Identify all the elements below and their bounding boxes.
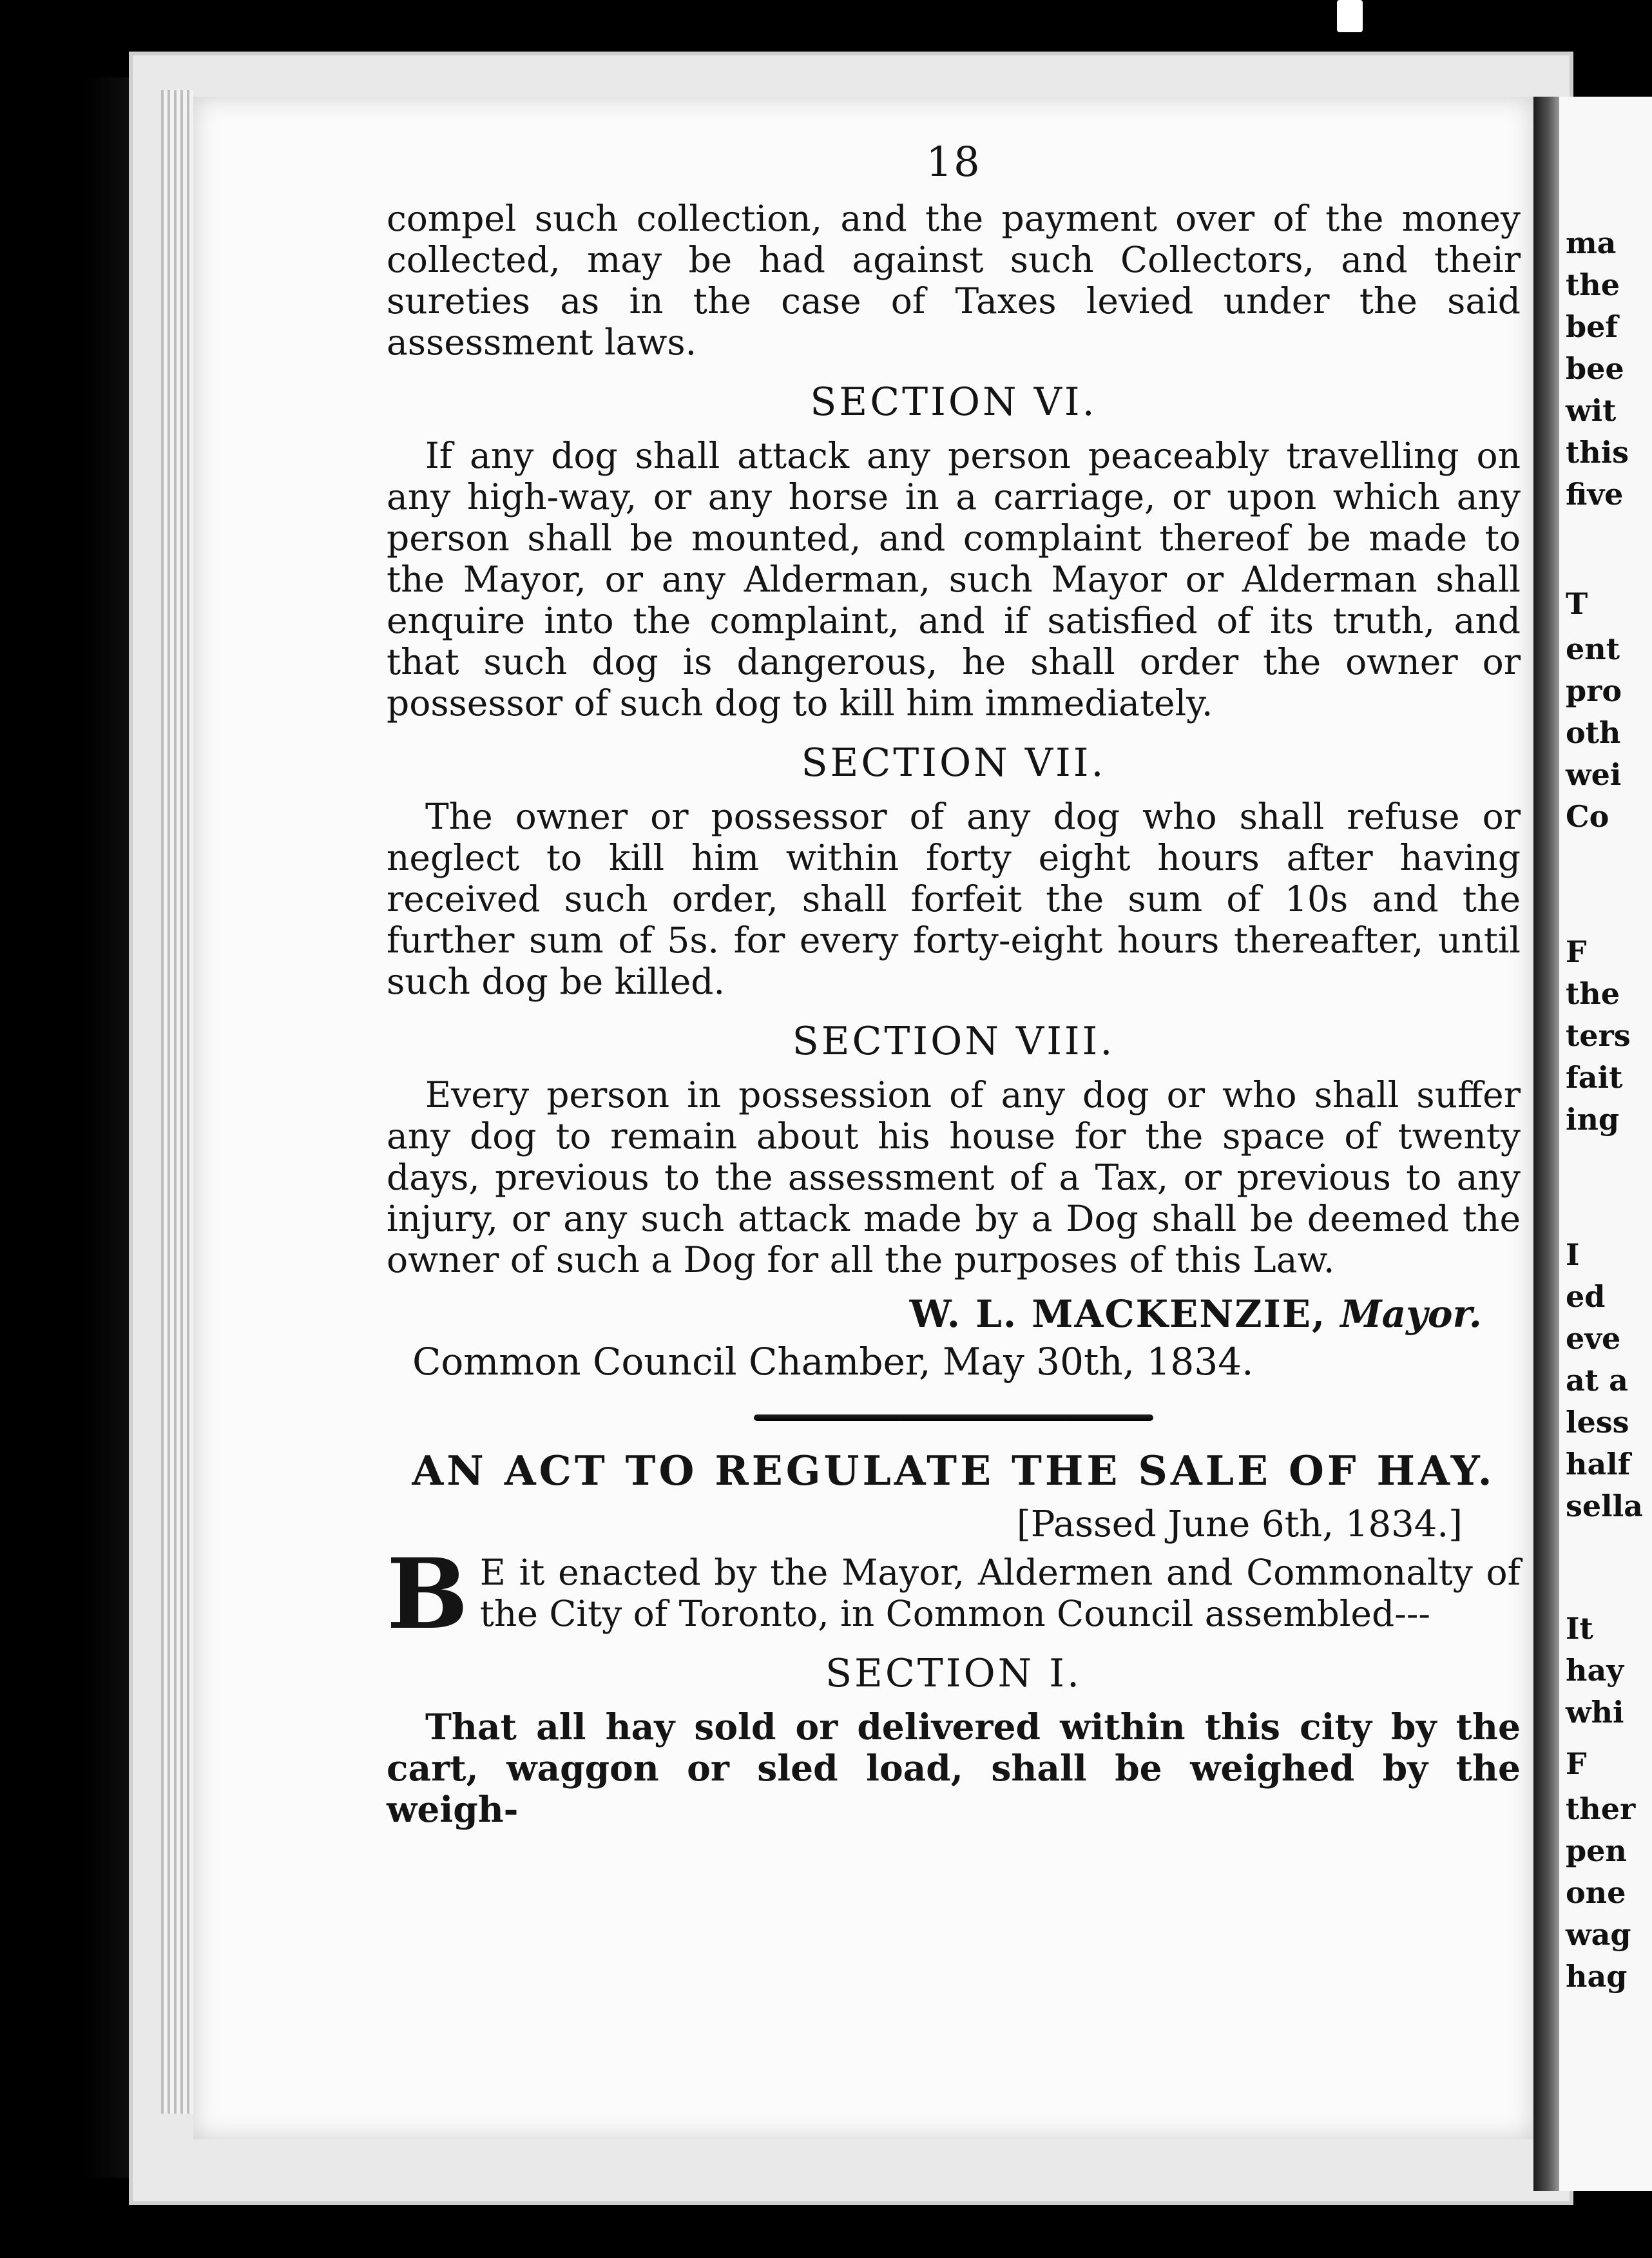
section-viii-text: Every person in possession of any dog or who shall suffer any dog to remain about his house for the space of twenty days, previous to the assessment of a Tax, or previous to any injury, or any such attack made by a Dog shall be deemed the owner of such a Dog for all the purposes of this Law. xyxy=(387,1074,1521,1280)
facing-page-fragment: I xyxy=(1566,1237,1580,1272)
signature-title: Mayor. xyxy=(1340,1292,1482,1336)
facing-page-fragment: bef xyxy=(1566,309,1618,344)
facing-page-fragment: five xyxy=(1566,477,1624,512)
facing-page-fragment: pen xyxy=(1566,1833,1627,1868)
facing-page-fragment: one xyxy=(1566,1875,1626,1910)
facing-page-fragment: bee xyxy=(1566,351,1624,386)
facing-page-fragment: fait xyxy=(1566,1060,1623,1095)
facing-page-fragment: this xyxy=(1566,435,1629,470)
facing-page-fragment: sella xyxy=(1566,1489,1643,1523)
facing-page-fragment: hag xyxy=(1566,1959,1628,1994)
enacting-clause xyxy=(387,1538,1521,1651)
facing-page-fragment: ed xyxy=(1566,1279,1606,1314)
act-section-i-text: That all hay sold or delivered within this city by the cart, waggon or sled load, shall be weighed by the weigh- xyxy=(387,1706,1521,1830)
facing-page-fragment: eve xyxy=(1566,1321,1621,1356)
signature-name: W. L. MACKENZIE, xyxy=(909,1292,1327,1336)
continued-paragraph: compel such collection, and the payment over of the money collected, may be had against such Collectors, and their sureties as in the case of Taxes levied under the said assessment laws. xyxy=(387,198,1521,363)
facing-page-fragment: F xyxy=(1566,934,1587,969)
scan-corner-mark xyxy=(1337,0,1363,32)
facing-page-fragment: ma xyxy=(1566,226,1617,260)
page-content xyxy=(387,139,1521,1830)
facing-page-fragment: oth xyxy=(1566,715,1621,750)
facing-page-fragment: hay xyxy=(1566,1653,1624,1688)
drop-cap: B xyxy=(387,1538,468,1651)
facing-page-fragment: wag xyxy=(1566,1917,1631,1952)
chamber-date-line: Common Council Chamber, May 30th, 1834. xyxy=(412,1340,1254,1384)
section-vi-text: If any dog shall attack any person peaceably travelling on any high-way, or any horse in a carriage, or upon which any person shall be mounted, and complaint thereof be made to the Mayor, or any Alderman, such Mayor or Alderman shall enquire into the complaint, and if satisfied of its truth, and that such dog is dangerous, he shall order the owner or possessor of such dog to kill him immediately. xyxy=(387,435,1521,724)
facing-page-fragment: Co xyxy=(1566,799,1609,834)
facing-page-fragment: ther xyxy=(1566,1791,1636,1826)
facing-page xyxy=(1559,97,1652,2191)
facing-page-fragment: wei xyxy=(1566,757,1622,792)
section-vii-text: The owner or possessor of any dog who shall refuse or neglect to kill him within forty eight hours after having received such order, shall forfeit the sum of 10s and the further sum of 5s. for every forty-eight hours thereafter, until such dog be killed. xyxy=(387,796,1521,1002)
act-passed-date: [Passed June 6th, 1834.] xyxy=(1016,1503,1463,1545)
facing-page-fragment: the xyxy=(1566,976,1620,1011)
facing-page-fragment: F xyxy=(1566,1746,1587,1781)
enacting-text: E it enacted by the Mayor, Aldermen and Commonalty of the City of Toronto, in Common Council assembled--- xyxy=(479,1552,1521,1634)
act-section-heading-i: SECTION I. xyxy=(825,1651,1082,1696)
facing-page-fragment: ing xyxy=(1566,1102,1620,1137)
facing-page-fragment: wit xyxy=(1566,393,1617,428)
facing-page-fragment: at a xyxy=(1566,1363,1628,1398)
divider-rule xyxy=(754,1414,1153,1421)
facing-page-fragment: less xyxy=(1566,1405,1629,1440)
page-number: 18 xyxy=(926,139,981,186)
page-edges xyxy=(161,90,193,2114)
act-title: AN ACT TO REGULATE THE SALE OF HAY. xyxy=(412,1447,1495,1494)
section-heading-vii: SECTION VII. xyxy=(801,740,1106,786)
facing-page-fragment: ent xyxy=(1566,632,1620,666)
facing-page-fragment: T xyxy=(1566,586,1588,621)
section-heading-vi: SECTION VI. xyxy=(810,380,1097,425)
facing-page-gutter xyxy=(1533,97,1559,2191)
facing-page-fragment: pro xyxy=(1566,673,1622,708)
facing-page-fragment: whi xyxy=(1566,1695,1624,1730)
facing-page-fragment: half xyxy=(1566,1447,1631,1481)
section-heading-viii: SECTION VIII. xyxy=(792,1019,1115,1064)
facing-page-fragment: ters xyxy=(1566,1018,1631,1053)
facing-page-fragment: the xyxy=(1566,267,1620,302)
facing-page-fragment: It xyxy=(1566,1611,1593,1646)
signature xyxy=(387,1292,1482,1336)
